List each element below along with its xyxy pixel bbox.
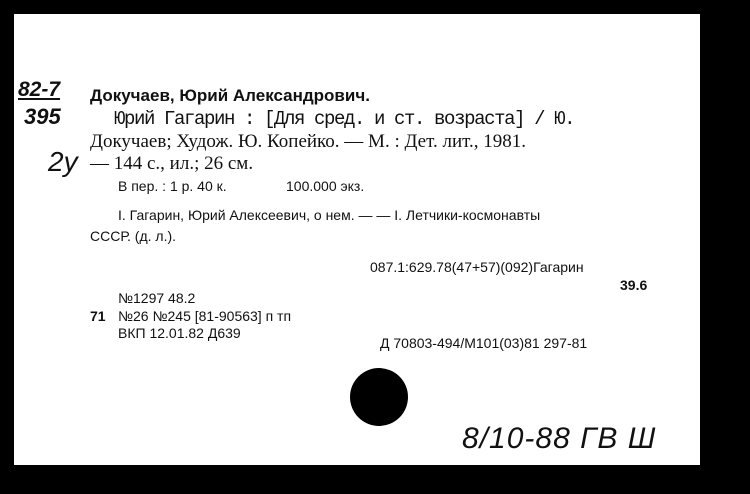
udc-classification: 087.1:629.78(47+57)(092)Гагарин [370,259,584,275]
handwritten-code-bottom: 395 [24,104,61,129]
order-line-2: №26 №245 [81-90563] п тп [118,308,292,324]
vkp-line: ВКП 12.01.82 Д639 [118,325,241,341]
price-line: В пер. : 1 р. 40 к. [118,178,227,194]
title-line-2: Докучаев; Худож. Ю. Копейко. — М. : Дет. лит., 1981. [90,131,527,152]
index-line: Д 70803-494/М101(03)81 297-81 [380,335,588,351]
catalog-card [14,14,700,465]
order-line-1: №1297 48.2 [118,290,196,306]
handwritten-margin-mark: 2y [48,146,78,177]
title-line-1: Юрий Гагарин : [Для сред. и ст. возраста] / Ю. [114,108,575,130]
bbk-classification: 39.6 [620,277,648,293]
subject-line-2: СССР. (д. л.). [90,228,177,244]
card-punch-hole [350,368,408,426]
handwritten-code-top: 82-7 [18,78,61,101]
handwritten-bottom-note: 8/10-88 ГВ Ш [462,422,657,455]
author-heading: Докучаев, Юрий Александрович. [90,86,370,105]
physical-description: — 144 с., ил.; 26 см. [90,153,254,174]
subject-line-1: I. Гагарин, Юрий Алексеевич, о нем. — — I. Летчики-космонавты [118,207,541,223]
print-run: 100.000 экз. [286,178,365,194]
series-number: 71 [90,308,106,324]
